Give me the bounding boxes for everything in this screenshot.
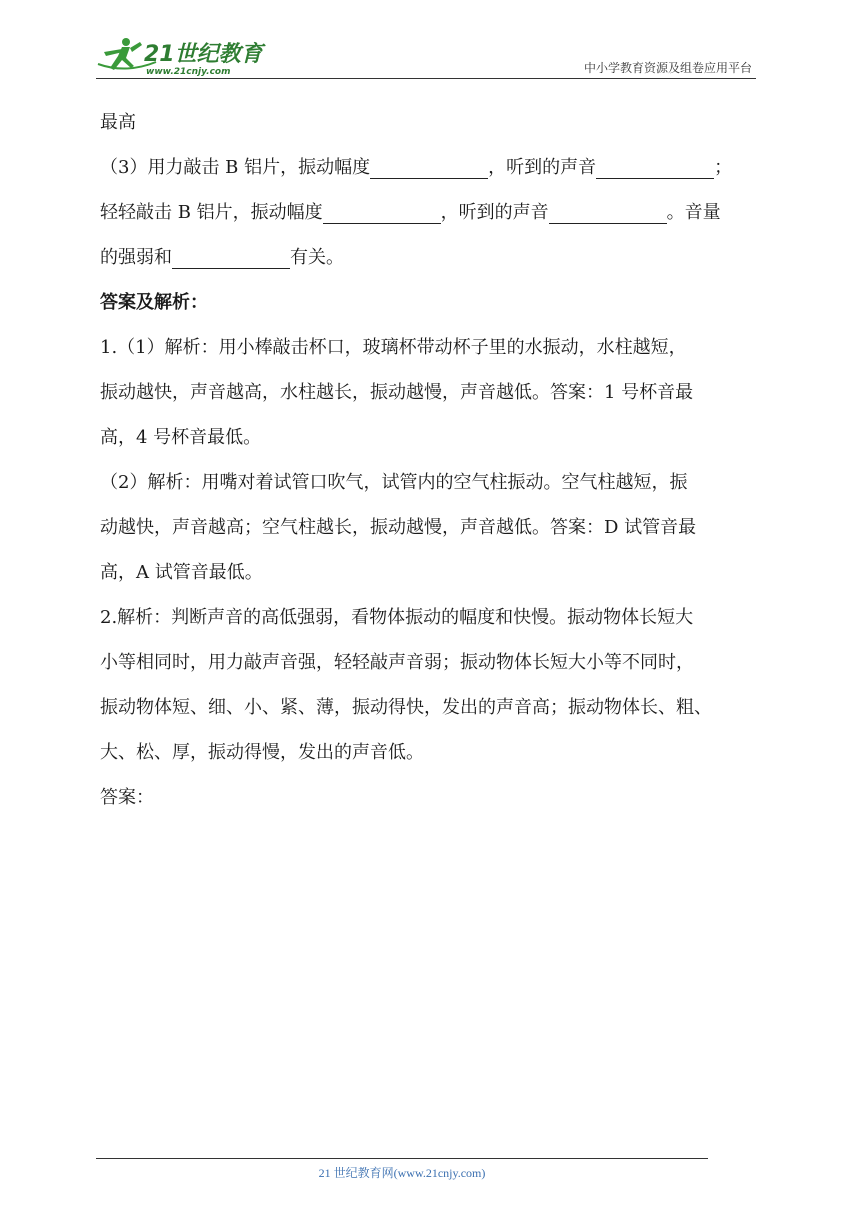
text-segment: （3）用力敲击 B 铝片，振动幅度 xyxy=(100,157,371,178)
text-line: 振动越快，声音越高，水柱越长，振动越慢，声音越低。答案：1 号杯音最 xyxy=(100,382,694,403)
text-line: 最高 xyxy=(100,112,136,133)
answer-section-heading: 答案及解析： xyxy=(100,292,208,313)
site-logo[interactable] xyxy=(96,34,266,76)
platform-name: 中小学教育资源及组卷应用平台 xyxy=(583,61,752,75)
answer-blank[interactable] xyxy=(323,197,441,224)
text-segment: 有关。 xyxy=(290,247,344,268)
document-body xyxy=(100,100,762,820)
logo-url: www.21cnjy.com xyxy=(146,67,231,76)
answer-blank[interactable] xyxy=(596,152,714,179)
text-line: 2.解析：判断声音的高低强弱，看物体振动的幅度和快慢。振动物体长短大 xyxy=(100,607,694,628)
text-line: （2）解析：用嘴对着试管口吹气，试管内的空气柱振动。空气柱越短，振 xyxy=(100,472,688,493)
question-3-line xyxy=(100,190,762,235)
text-segment: 。音量 xyxy=(666,202,721,223)
text-segment: ； xyxy=(714,157,733,178)
text-line: 高，A 试管音最低。 xyxy=(100,562,263,583)
text-segment: 轻轻敲击 B 铝片，振动幅度 xyxy=(100,202,323,223)
question-3-line xyxy=(100,235,762,280)
text-segment: ，听到的声音 xyxy=(440,202,549,223)
footer-divider xyxy=(96,1158,708,1159)
text-line: 1.（1）解析：用小棒敲击杯口，玻璃杯带动杯子里的水振动，水柱越短， xyxy=(100,337,687,358)
text-line: 答案： xyxy=(100,787,154,808)
question-3-line xyxy=(100,145,762,190)
footer-link[interactable]: 21 世纪教育网(www.21cnjy.com) xyxy=(318,1166,486,1180)
text-line: 大、松、厚，振动得慢，发出的声音低。 xyxy=(100,742,424,763)
answer-blank[interactable] xyxy=(549,197,667,224)
text-line: 动越快，声音越高；空气柱越长，振动越慢，声音越低。答案：D 试管音最 xyxy=(100,517,697,538)
text-line: 振动物体短、细、小、紧、薄，振动得快，发出的声音高；振动物体长、粗、 xyxy=(100,697,712,718)
logo-text: 21世纪教育 xyxy=(144,42,263,67)
answer-blank[interactable] xyxy=(172,242,290,269)
page-header xyxy=(96,32,756,79)
text-line: 小等相同时，用力敲声音强，轻轻敲声音弱；振动物体长短大小等不同时， xyxy=(100,652,694,673)
text-line: 高，4 号杯音最低。 xyxy=(100,427,262,448)
text-segment: 的强弱和 xyxy=(100,247,172,268)
answer-blank[interactable] xyxy=(370,152,488,179)
text-segment: ，听到的声音 xyxy=(488,157,597,178)
